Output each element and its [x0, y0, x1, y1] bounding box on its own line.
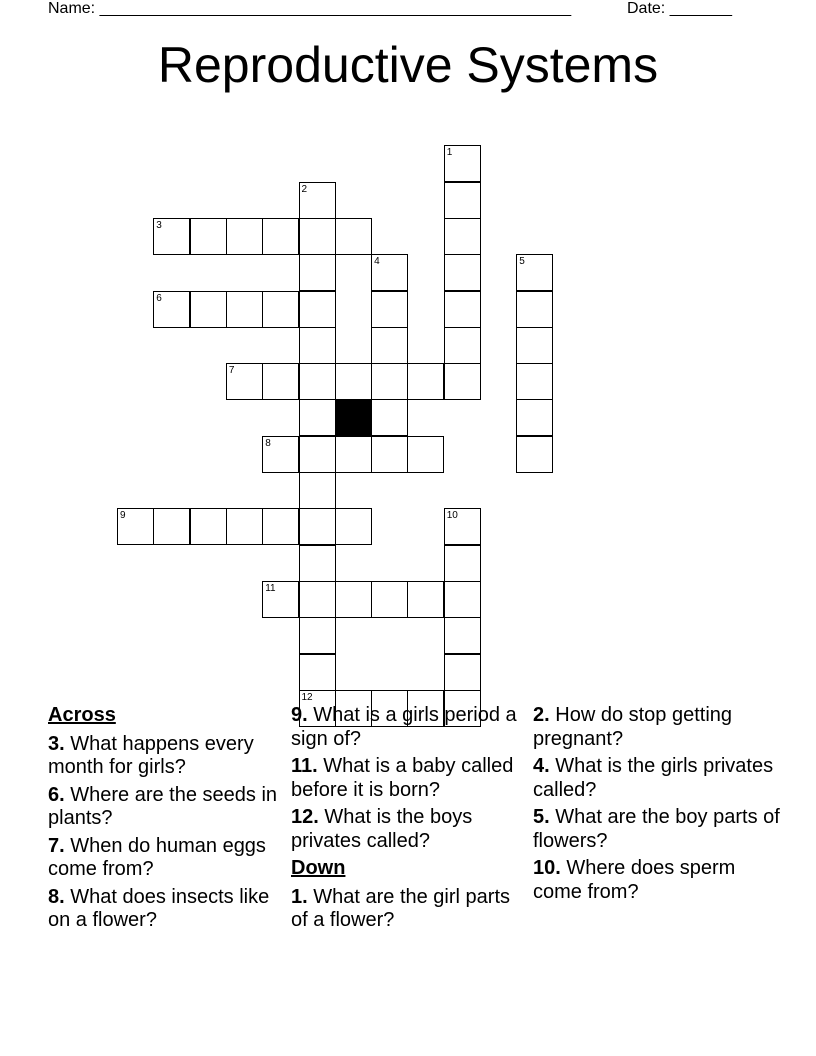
- crossword-cell[interactable]: [444, 218, 481, 255]
- clue-text: How do stop getting pregnant?: [533, 704, 733, 750]
- crossword-cell[interactable]: [226, 218, 263, 255]
- across-clue: [48, 733, 283, 780]
- crossword-cell[interactable]: [299, 254, 336, 291]
- crossword-cell[interactable]: [516, 399, 553, 436]
- crossword-cell[interactable]: [444, 581, 481, 618]
- crossword-cell[interactable]: [335, 436, 372, 473]
- crossword-cell[interactable]: [299, 291, 336, 328]
- clue-number: 7.: [48, 834, 65, 857]
- cell-number: 12: [301, 691, 313, 703]
- crossword-cell[interactable]: [444, 182, 481, 219]
- crossword-cell[interactable]: [444, 145, 481, 182]
- crossword-cell[interactable]: [371, 291, 408, 328]
- crossword-cell[interactable]: [153, 508, 190, 545]
- crossword-cell[interactable]: [444, 254, 481, 291]
- crossword-cell[interactable]: [516, 291, 553, 328]
- crossword-cell[interactable]: [299, 617, 336, 654]
- across-clue: [291, 755, 526, 802]
- crossword-cell[interactable]: [444, 617, 481, 654]
- crossword-cell[interactable]: [444, 545, 481, 582]
- crossword-cell[interactable]: [262, 363, 299, 400]
- clue-text: What happens every month for girls?: [48, 732, 254, 778]
- clue-text: What are the boy parts of flowers?: [533, 806, 780, 852]
- across-heading: Across: [48, 704, 116, 726]
- clue-column-3: [533, 704, 783, 908]
- crossword-cell[interactable]: [516, 327, 553, 364]
- across-clue: [291, 704, 526, 751]
- cell-number: 10: [446, 510, 458, 522]
- cell-number: 4: [374, 256, 380, 268]
- crossword-cell[interactable]: [299, 182, 336, 219]
- down-clue: [533, 755, 783, 802]
- crossword-cell[interactable]: [262, 508, 299, 545]
- crossword-cell[interactable]: [335, 508, 372, 545]
- crossword-cell[interactable]: [226, 363, 263, 400]
- cell-number: 8: [265, 437, 271, 449]
- clue-text: What are the girl parts of a flower?: [291, 885, 510, 931]
- crossword-cell[interactable]: [190, 291, 227, 328]
- crossword-cell[interactable]: [226, 508, 263, 545]
- cell-number: 2: [301, 183, 308, 195]
- cell-number: 3: [156, 219, 162, 231]
- crossword-cell[interactable]: [371, 399, 408, 436]
- clue-number: 9.: [291, 704, 308, 726]
- clue-column-1: [48, 704, 283, 937]
- cell-number: 6: [156, 292, 162, 304]
- across-clue: [48, 784, 283, 831]
- clue-text: What is a girls period a sign of?: [291, 704, 517, 750]
- down-clue: [533, 704, 783, 751]
- clue-text: What is the girls privates called?: [533, 755, 774, 801]
- cell-number: 5: [519, 256, 525, 268]
- cell-number: 1: [446, 147, 453, 159]
- clue-text: What is a baby called before it is born?: [291, 755, 514, 801]
- crossword-cell[interactable]: [444, 327, 481, 364]
- across-clue: [291, 806, 526, 853]
- clue-text: What is the boys privates called?: [291, 806, 473, 852]
- clue-text: What does insects like on a flower?: [48, 885, 270, 931]
- crossword-block-cell: [335, 399, 372, 436]
- down-clue: [291, 886, 526, 933]
- crossword-cell[interactable]: [371, 436, 408, 473]
- clue-text: Where does sperm come from?: [533, 857, 736, 903]
- crossword-cell[interactable]: [299, 399, 336, 436]
- across-clue: [48, 835, 283, 882]
- clue-text: Where are the seeds in plants?: [48, 783, 278, 829]
- crossword-cell[interactable]: [190, 218, 227, 255]
- page-title: Reproductive Systems: [157, 37, 659, 93]
- crossword-cell[interactable]: [262, 581, 299, 618]
- crossword-cell[interactable]: [516, 436, 553, 473]
- crossword-cell[interactable]: [153, 291, 190, 328]
- crossword-cell[interactable]: [407, 436, 444, 473]
- clue-number: 4.: [533, 755, 550, 777]
- crossword-cell[interactable]: [262, 218, 299, 255]
- down-clue: [533, 857, 783, 904]
- clue-column-2: [291, 704, 526, 937]
- crossword-cell[interactable]: [335, 363, 372, 400]
- clue-number: 3.: [48, 732, 65, 755]
- crossword-cell[interactable]: [117, 508, 154, 545]
- clue-number: 6.: [48, 783, 65, 806]
- crossword-cell[interactable]: [299, 218, 336, 255]
- crossword-cell[interactable]: [516, 254, 553, 291]
- crossword-cell[interactable]: [299, 363, 336, 400]
- crossword-cell[interactable]: [299, 545, 336, 582]
- date-field-label: Date: _______: [627, 0, 732, 17]
- across-clue: [48, 886, 283, 933]
- clue-number: 2.: [533, 704, 550, 726]
- crossword-cell[interactable]: [371, 254, 408, 291]
- crossword-cell[interactable]: [444, 291, 481, 328]
- crossword-cell[interactable]: [371, 327, 408, 364]
- crossword-cell[interactable]: [371, 363, 408, 400]
- down-clue: [533, 806, 783, 853]
- crossword-cell[interactable]: [335, 218, 372, 255]
- crossword-cell[interactable]: [299, 472, 336, 509]
- crossword-cell[interactable]: [516, 363, 553, 400]
- crossword-cell[interactable]: [153, 218, 190, 255]
- clue-number: 11.: [291, 755, 318, 777]
- crossword-cell[interactable]: [299, 508, 336, 545]
- crossword-cell[interactable]: [335, 581, 372, 618]
- clue-number: 1.: [291, 885, 308, 908]
- crossword-cell[interactable]: [299, 436, 336, 473]
- crossword-cell[interactable]: [444, 654, 481, 691]
- crossword-cell[interactable]: [262, 436, 299, 473]
- crossword-cell[interactable]: [226, 291, 263, 328]
- crossword-cell[interactable]: [407, 581, 444, 618]
- clue-text: When do human eggs come from?: [48, 834, 266, 880]
- cell-number: 11: [265, 582, 276, 594]
- crossword-cell[interactable]: [299, 581, 336, 618]
- crossword-cell[interactable]: [407, 363, 444, 400]
- crossword-cell[interactable]: [299, 654, 336, 691]
- clue-number: 8.: [48, 885, 65, 908]
- clue-number: 10.: [533, 857, 561, 879]
- crossword-cell[interactable]: [299, 327, 336, 364]
- crossword-cell[interactable]: [371, 581, 408, 618]
- crossword-cell[interactable]: [190, 508, 227, 545]
- crossword-cell[interactable]: [444, 363, 481, 400]
- name-field-label: Name: _____________________________________________________: [48, 0, 572, 17]
- cell-number: 9: [120, 510, 126, 522]
- clue-number: 12.: [291, 806, 319, 828]
- crossword-cell[interactable]: [444, 508, 481, 545]
- crossword-cell[interactable]: [262, 291, 299, 328]
- down-heading: Down: [291, 857, 346, 879]
- cell-number: 7: [228, 365, 235, 377]
- clue-number: 5.: [533, 806, 550, 828]
